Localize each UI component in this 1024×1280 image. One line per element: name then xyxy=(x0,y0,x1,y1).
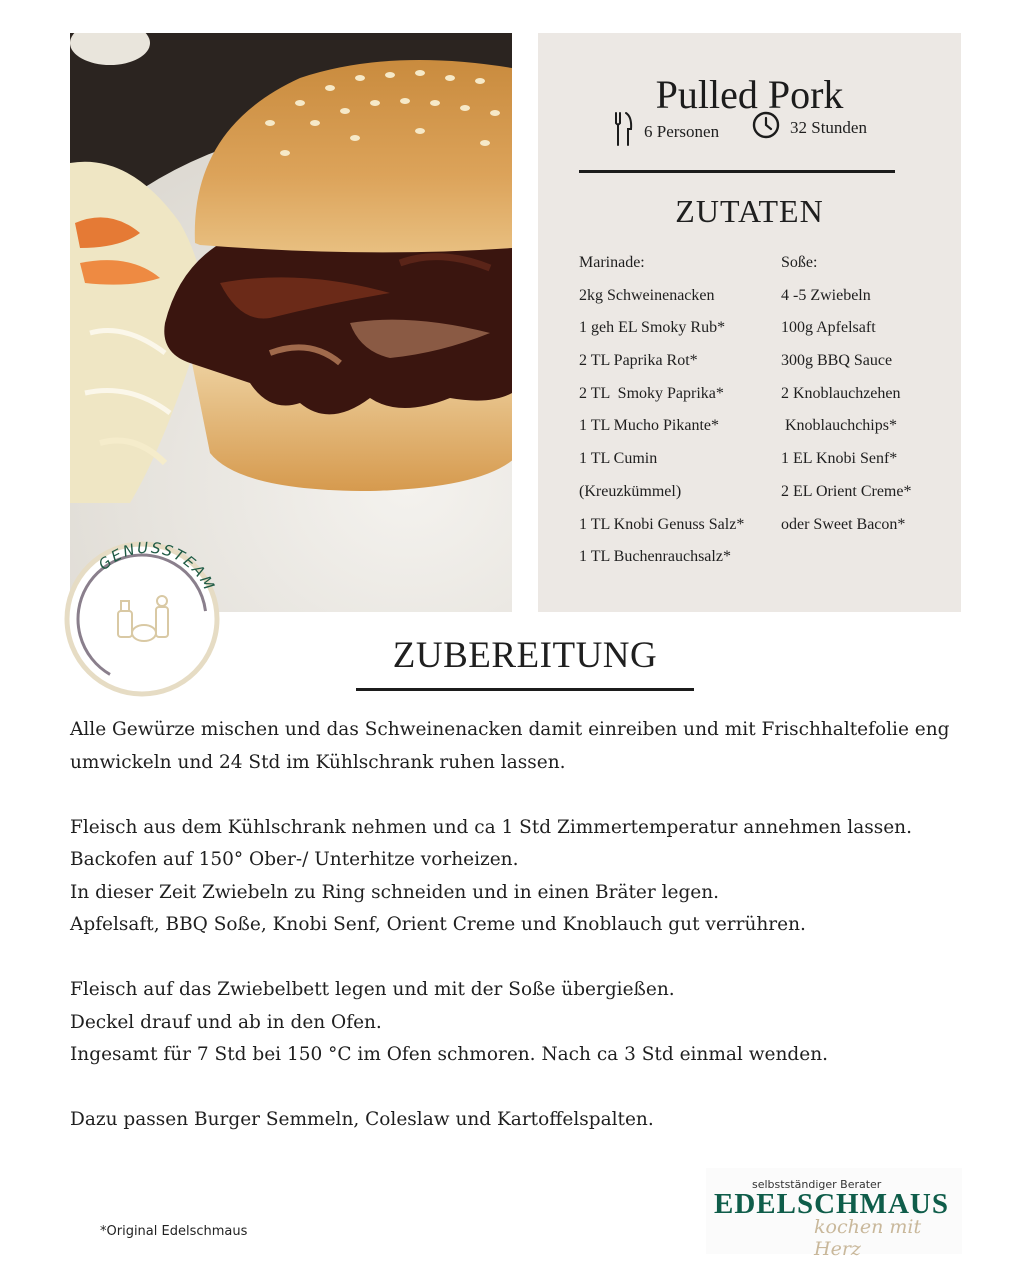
preparation-paragraph xyxy=(70,1104,970,1137)
ingredient-item: Soße: xyxy=(781,254,818,271)
preparation-line: Ingesamt für 7 Std bei 150 °C im Ofen schmoren. Nach ca 3 Std einmal wenden. xyxy=(70,1044,829,1065)
recipe-card xyxy=(538,33,961,612)
brand-subtitle: selbstständiger Berater xyxy=(752,1178,882,1191)
time-label: 32 Stunden xyxy=(790,117,867,137)
preparation-steps xyxy=(70,714,970,1137)
recipe-meta xyxy=(538,111,961,147)
servings-label: 6 Personen xyxy=(644,121,720,141)
badge-text: GENUSSTEAM xyxy=(94,541,219,595)
preparation-heading: ZUBEREITUNG xyxy=(392,635,658,676)
preparation-line: Backofen auf 150° Ober-/ Unterhitze vorheizen. xyxy=(70,849,519,870)
servings-info xyxy=(614,111,719,152)
divider xyxy=(356,688,694,691)
ingredient-item: Marinade: xyxy=(579,254,645,271)
preparation-paragraph xyxy=(70,974,970,1072)
ingredients-marinade-list xyxy=(579,247,744,574)
preparation-paragraph xyxy=(70,714,970,779)
clock-icon xyxy=(752,111,780,144)
ingredient-item: 1 TL Buchenrauchsalz* xyxy=(579,548,731,566)
ingredient-item: 100g Apfelsaft xyxy=(781,319,876,337)
ingredients-heading: ZUTATEN xyxy=(675,193,824,229)
divider xyxy=(579,170,895,173)
preparation-line: Deckel drauf und ab in den Ofen. xyxy=(70,1011,382,1033)
preparation-line: Fleisch auf das Zwiebelbett legen und mit der Soße übergießen. xyxy=(70,979,675,1000)
footnote: *Original Edelschmaus xyxy=(100,1224,248,1239)
preparation-line: In dieser Zeit Zwiebeln zu Ring schneiden und in einen Bräter legen. xyxy=(70,881,720,903)
ingredient-item: 1 TL Mucho Pikante* xyxy=(579,417,719,435)
recipe-title: Pulled Pork xyxy=(655,72,844,117)
ingredient-item: 300g BBQ Sauce xyxy=(781,352,893,370)
ingredient-item: 2 Knoblauchzehen xyxy=(781,384,901,402)
ingredient-item: oder Sweet Bacon* xyxy=(781,515,906,533)
ingredient-item: 1 geh EL Smoky Rub* xyxy=(579,319,726,337)
ingredient-item: 2kg Schweinenacken xyxy=(579,286,715,304)
ingredient-item: (Kreuzkümmel) xyxy=(579,482,682,500)
ingredient-item: 4 -5 Zwiebeln xyxy=(781,286,871,304)
preparation-line: Fleisch aus dem Kühlschrank nehmen und ca 1 Std Zimmertemperatur annehmen lassen. xyxy=(70,816,912,838)
ingredient-item: 1 TL Knobi Genuss Salz* xyxy=(579,515,745,533)
ingredient-item: Knoblauchchips* xyxy=(781,417,897,435)
preparation-line: umwickeln und 24 Std im Kühlschrank ruhen lassen. xyxy=(70,751,566,773)
preparation-line: Dazu passen Burger Semmeln, Coleslaw und Kartoffelspalten. xyxy=(70,1109,654,1130)
preparation-paragraph xyxy=(70,812,970,942)
brand-name: EDELSCHMAUS xyxy=(714,1188,949,1220)
brand-tagline: kochen mit Herz xyxy=(814,1216,922,1260)
ingredient-item: 2 TL Paprika Rot* xyxy=(579,352,698,370)
ingredient-item: 2 EL Orient Creme* xyxy=(781,482,912,500)
ingredient-item: 1 EL Knobi Senf* xyxy=(781,450,898,468)
ingredient-item: 2 TL Smoky Paprika* xyxy=(579,384,724,402)
recipe-photo xyxy=(70,33,512,612)
time-info xyxy=(752,111,867,144)
preparation-line: Apfelsaft, BBQ Soße, Knobi Senf, Orient Creme und Knoblauch gut verrühren. xyxy=(70,914,806,935)
ingredient-item: 1 TL Cumin xyxy=(579,450,658,468)
ingredients-sauce-list xyxy=(781,247,911,541)
fork-knife-icon xyxy=(614,111,634,152)
preparation-line: Alle Gewürze mischen und das Schweinenacken damit einreiben und mit Frischhaltefolie eng xyxy=(70,719,950,740)
edelschmaus-logo xyxy=(706,1168,962,1260)
genussteam-badge xyxy=(64,541,220,697)
